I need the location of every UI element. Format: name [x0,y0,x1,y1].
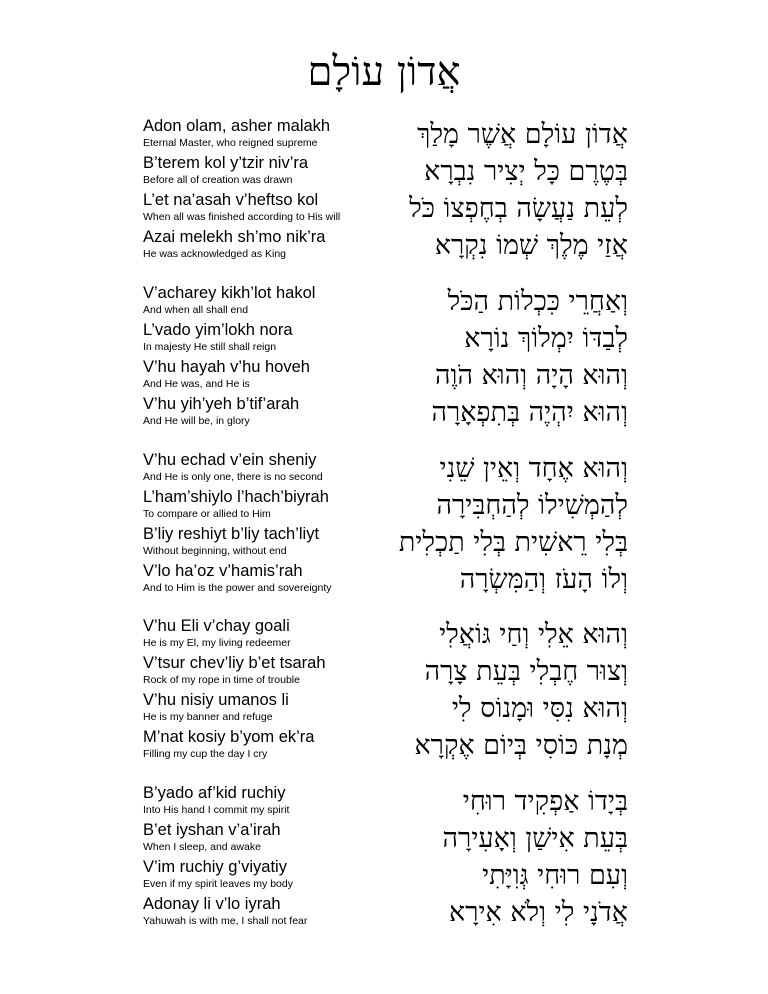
transliteration: V’hu Eli v’chay goali [143,617,290,635]
english-translation: And when all shall end [143,304,249,316]
hebrew-text: וְהוּא אֶחָד וְאֵין שֵׁנִי [439,453,628,484]
verse-line [0,227,768,264]
transliteration: V’hu yih’yeh b’tif’arah [143,395,300,413]
transliteration: L’et na’asah v’heftso kol [143,191,319,209]
hebrew-text: וְצוּר חֶבְלִי בְּעֵת צָרָה [424,656,628,687]
transliteration: B’liy reshiyt b’liy tach’liyt [143,525,320,543]
stanza [0,783,768,933]
english-translation: Into His hand I commit my spirit [143,804,290,816]
hebrew-text: לְהַמְשִׁילוֹ לְהַחְבִּירָה [436,490,628,521]
page-title: אֲדוֹן עוֹלָם [307,49,461,95]
hebrew-text: בְּעֵת אִישַׁן וְאָעִירָה [442,823,628,854]
hebrew-text: וְהוּא אֵלִי וְחַי גּוֹאֲלִי [439,619,628,650]
hebrew-text: מְנָת כּוֹסִי בְּיוֹם אֶקְרָא [414,730,628,761]
hebrew-text: וְהוּא הָיָה וְהוּא הֹוֶה [435,360,628,391]
hebrew-text: אֲזַי מֶלֶךְ שְׁמוֹ נִקְרָא [434,230,628,261]
verse-line [0,283,768,320]
verse-line [0,394,768,431]
verse-line [0,190,768,227]
verse-line [0,320,768,357]
verse-line [0,894,768,931]
verse-line [0,561,768,598]
verse-line [0,487,768,524]
hebrew-text: בְּיָדוֹ אַפְקִיד רוּחִי [462,786,628,817]
english-translation: He is my El, my living redeemer [143,637,291,649]
transliteration: V’hu hayah v’hu hoveh [143,358,310,376]
verse-line [0,820,768,857]
verse-line [0,690,768,727]
verse-line [0,357,768,394]
hebrew-text: וְהוּא נִסִּי וּמָנוֹס לִי [451,693,628,724]
hebrew-text: אֲדוֹן עוֹלָם אֲשֶׁר מָלַךְ [417,119,628,150]
verse-line [0,524,768,561]
english-translation: Yahuwah is with me, I shall not fear [143,915,308,927]
verse-line [0,450,768,487]
english-translation: To compare or allied to Him [143,508,271,520]
transliteration: B’terem kol y’tzir niv’ra [143,154,309,172]
transliteration: V’hu echad v’ein sheniy [143,451,317,469]
english-translation: He is my banner and refuge [143,711,273,723]
hebrew-text: בְּלִי רֵאשִׁית בְּלִי תַכְלִית [398,527,628,558]
stanza [0,616,768,766]
english-translation: And He was, and He is [143,378,250,390]
transliteration: V’lo ha’oz v’hamis’rah [143,562,303,580]
verse-line [0,616,768,653]
transliteration: V’im ruchiy g’viyatiy [143,858,287,876]
transliteration: B’yado af’kid ruchiy [143,784,286,802]
hebrew-text: וְלוֹ הָעֹז וְהַמִּשְׂרָה [459,564,628,595]
verse-line [0,783,768,820]
verse-line [0,153,768,190]
english-translation: When all was finished according to His will [143,211,341,223]
english-translation: Even if my spirit leaves my body [143,878,293,890]
verse-line [0,116,768,153]
transliteration: Azai melekh sh’mo nik’ra [143,228,326,246]
english-translation: Filling my cup the day I cry [143,748,268,760]
hebrew-text: לְבַדּוֹ יִמְלוֹךְ נוֹרָא [464,323,628,354]
english-translation: In majesty He still shall reign [143,341,277,353]
transliteration: L’ham’shiylo l’hach’biyrah [143,488,329,506]
english-translation: Without beginning, without end [143,545,287,557]
transliteration: V’acharey kikh’lot hakol [143,284,316,302]
hebrew-text: וְהוּא יִהְיֶה בְּתִפְאָרָה [431,397,628,428]
english-translation: Rock of my rope in time of trouble [143,674,300,686]
english-translation: When I sleep, and awake [143,841,261,853]
transliteration: V’hu nisiy umanos li [143,691,289,709]
verse-line [0,857,768,894]
english-translation: And He is only one, there is no second [143,471,323,483]
english-translation: Eternal Master, who reigned supreme [143,137,318,149]
english-translation: He was acknowledged as King [143,248,287,260]
hebrew-text: וְעִם רוּחִי גְּוִיָּתִי [482,860,628,891]
transliteration: Adonay li v’lo iyrah [143,895,281,913]
stanza [0,283,768,433]
english-translation: And to Him is the power and sovereignty [143,582,332,594]
english-translation: Before all of creation was drawn [143,174,293,186]
hebrew-text: אֲדֹנָי לִי וְלֹא אִירָא [449,897,628,928]
hebrew-text: וְאַחֲרֵי כִּכְלוֹת הַכֹּל [447,286,628,317]
verse-line [0,653,768,690]
transliteration: L’vado yim’lokh nora [143,321,293,339]
transliteration: Adon olam, asher malakh [143,117,331,135]
stanza [0,116,768,266]
stanza [0,450,768,600]
transliteration: M’nat kosiy b’yom ek’ra [143,728,315,746]
transliteration: B’et iyshan v’a’irah [143,821,281,839]
verse-line [0,727,768,764]
transliteration: V’tsur chev’liy b’et tsarah [143,654,326,672]
hebrew-text: בְּטֶרֶם כָּל יְצִיר נִבְרָא [424,156,628,187]
hebrew-text: לְעֵת נַעֲשָׂה בְחֶפְצוֹ כֹּל [409,193,628,224]
english-translation: And He will be, in glory [143,415,250,427]
